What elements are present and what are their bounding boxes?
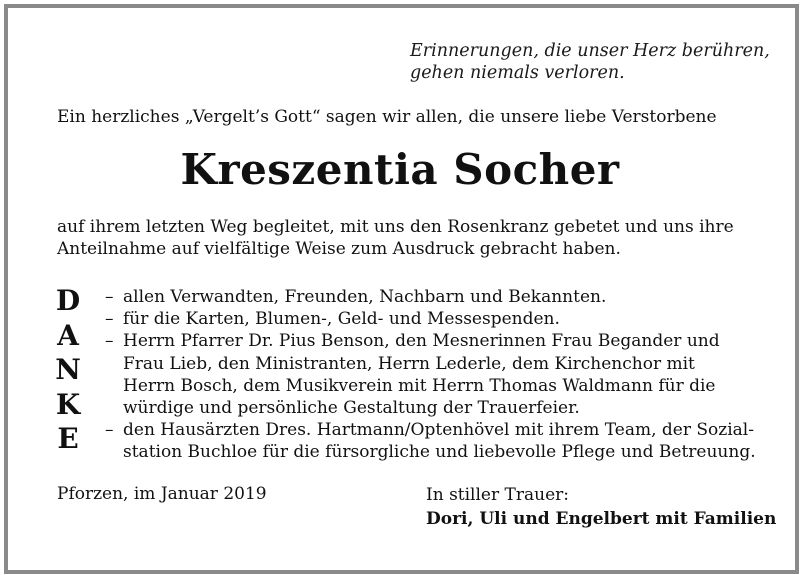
- dash-bullet: –: [105, 420, 114, 441]
- thanks-item-relatives: [105, 286, 765, 308]
- danke-letter: D: [55, 284, 81, 317]
- thanks-line: Herrn Pfarrer Dr. Pius Benson, den Mesnerinnen Frau Begander und: [123, 331, 720, 352]
- thanks-line: Frau Lieb, den Ministranten, Herrn Lederle, dem Kirchenchor mit: [123, 353, 695, 374]
- danke-letter: K: [55, 387, 81, 421]
- danke-vertical: [53, 284, 83, 457]
- thanks-line: würdige und persönliche Gestaltung der Trauerfeier.: [123, 398, 580, 419]
- quote-line-1: Erinnerungen, die unser Herz berühren,: [410, 41, 770, 61]
- mourning-block: [426, 483, 776, 531]
- thanks-item-clergy: [105, 330, 765, 419]
- thanks-line: Herrn Bosch, dem Musikverein mit Herrn Thomas Waldmann für die: [123, 375, 716, 396]
- thanks-item-doctors: [105, 419, 765, 463]
- dash-bullet: –: [105, 287, 114, 307]
- memorial-quote: [410, 40, 770, 84]
- quote-line-2: gehen niemals verloren.: [410, 63, 625, 83]
- body-line-1: auf ihrem letzten Weg begleitet, mit uns den Rosenkranz gebetet und uns ihre: [57, 217, 734, 237]
- thanks-list: [105, 286, 765, 464]
- family-signature: Dori, Uli und Engelbert mit Familien: [426, 509, 777, 529]
- thanks-line: für die Karten, Blumen-, Geld- und Messespenden.: [123, 309, 560, 330]
- danke-letter: A: [57, 318, 79, 352]
- dash-bullet: –: [105, 309, 114, 330]
- danke-letter: N: [55, 353, 81, 387]
- body-paragraph: [57, 216, 757, 260]
- dash-bullet: –: [105, 331, 114, 352]
- deceased-name: Kreszentia Socher: [180, 145, 620, 194]
- danke-letter: E: [57, 422, 79, 456]
- thanks-line: den Hausärzten Dres. Hartmann/Optenhövel mit ihrem Team, der Sozial-: [123, 420, 754, 441]
- thanks-item-donations: [105, 308, 765, 330]
- intro-text: Ein herzliches „Vergelt’s Gott“ sagen wir allen, die unsere liebe Verstorbene: [57, 107, 717, 127]
- mourning-label: In stiller Trauer:: [426, 485, 569, 505]
- place-date: Pforzen, im Januar 2019: [57, 484, 267, 504]
- thanks-line: station Buchloe für die fürsorgliche und liebevolle Pflege und Betreuung.: [123, 442, 756, 463]
- thanks-line: allen Verwandten, Freunden, Nachbarn und Bekannten.: [123, 287, 607, 307]
- body-line-2: Anteilnahme auf vielfältige Weise zum Ausdruck gebracht haben.: [57, 239, 621, 259]
